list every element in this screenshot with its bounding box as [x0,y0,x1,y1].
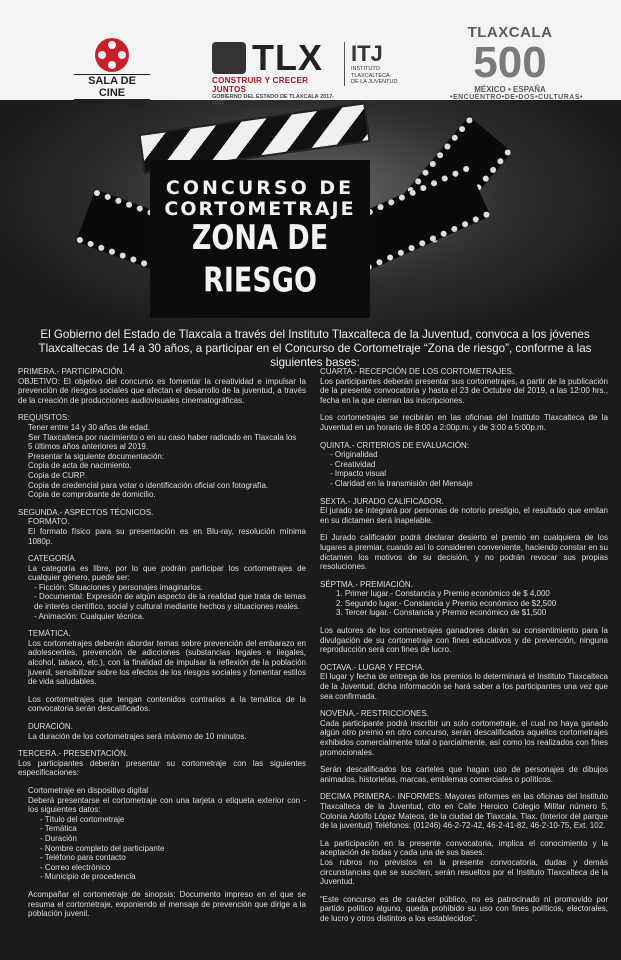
tematica-label: TEMÁTICA. [28,629,71,639]
title-line-1: CONCURSO DE [165,177,355,199]
itj-line1: INSTITUTO [351,66,380,72]
section-text: OBJETIVO: El objetivo del concurso es fomentar la creatividad e impulsar la prevención de riesgos sociales que afectan el desarrollo de la juventud, a través de la creación de producciones audiovisuales cinematográficas. [18,376,306,405]
tlx-government: GOBIERNO DEL ESTADO DE TLAXCALA 2017-2021 [212,94,335,106]
itj-line3: DE LA JUVENTUD [351,79,398,85]
section-cuarta [320,367,608,433]
section-title: NOVENA.- RESTRICCIONES. [320,709,429,719]
list-item: - Correo electrónico [40,862,111,872]
tematica-text-2: Los cortometrajes que tengan contenidos contrarios a la temática de la convocatoria serán descalificados. [28,694,306,714]
section-title: PRIMERA.- PARTICIPACIÓN. [18,367,125,376]
intro-paragraph: El Gobierno del Estado de Tlaxcala a través del Instituto Tlaxcalteca de la Juventud, convoca a los jóvenes Tlaxcaltecas de 14 a 30 años, a participar en el Concurso de Cortometraje “Zona de riesgo”, conforme a las siguientes bases: [38,328,592,369]
title-line-3: ZONA DE RIESGO [191,218,329,300]
section-text-2: Serán descalificados los carteles que hagan uso de personajes de dibujos animados, historietas, marcas, emblemas comerciales o políticos. [320,765,608,784]
list-item: 5 últimos años anteriores al 2019. [28,442,149,452]
list-item: - Municipio de procedencia [40,872,136,882]
list-item: Copia de acta de nacimiento. [28,461,132,471]
section-text: Mayores informes en las oficinas del Instituto Tlaxcalteca de la Juventud, cito en Calle Heroico Colegio Militar número 5, Colonia Adolfo López Mateos, de la ciudad de Tlaxcala, Tlax. (Interior del parque de la juventud) Teléfonos: (01246) 46-2-72-42, 46-2-41-82, 46-2-10-75, Ext. 102. [320,792,608,831]
categoria-ficcion: - Ficción: Situaciones y personajes imaginarios. [34,582,203,592]
list-item: - Duración [40,833,77,843]
list-item: - Nombre completo del participante [40,843,165,853]
list-item: Ser Tlaxcalteca por nacimiento o en su caso haber radicado en Tlaxcala los [28,432,297,442]
decima-paragraph [320,792,608,830]
list-item: - Originalidad [330,450,378,460]
tlx-mark: TLX [252,37,323,78]
tlaxcala-500-top: TLAXCALA [467,24,553,41]
section-title: REQUISITOS: [18,413,70,423]
tematica-text: Los cortometrajes deberán abordar temas sobre prevención del embarazo en adolescentes, prevención de adicciones (substancias legales e ilegales, alcohol, tabaco, etc.), con la finalidad de impulsar la reflexión de la población juvenil, sensibilizar sobre los efectos de los riesgos sociales y fomentar estilos de vida saludables. [28,638,306,687]
section-title: TERCERA.- PRESENTACIÓN. [18,749,129,759]
section-title: OCTAVA.- LUGAR Y FECHA. [320,662,425,672]
section-title: DECIMA PRIMERA.- INFORMES: [320,792,443,802]
section-text: Los participantes deberán presentar su cortometraje con las siguientes especificaciones: [18,758,306,778]
section-text: El jurado se integrará por personas de notorio prestigio, el resultado que emitan en su dictamen será inapelable. [320,506,608,525]
sub-label: Cortometraje en dispositivo digital [28,785,149,795]
duracion-label: DURACIÓN. [28,722,73,731]
tlaxcala-500-encuentro: •ENCUENTRO•DE•DOS•CULTURAS• [450,94,583,101]
section-segunda [18,508,306,741]
categoria-text: La categoría es libre, por lo que podrán participar los cortometrajes de cualquier género, puede ser: [28,563,306,583]
section-text: El lugar y fecha de entrega de los premios lo determinará el Instituto Tlaxcalteca de la Juventud, dicha información se hará saber a los participantes una vez que sea confirmada. [320,672,608,701]
section-text: Los autores de los cortometrajes ganadores darán su consentimiento para la divulgación de su cortometraje con fines educativos y de prevención, ninguna reproducción será con fines de lucro. [320,626,608,655]
section-title: SEXTA.- JURADO CALIFICADOR. [320,496,444,506]
sub-text: Deberá presentarse el cortometraje con una tarjeta o etiqueta exterior con - los siguientes datos: [28,795,306,815]
list-item: - Título del cortometraje [40,814,125,824]
formato-label: FORMATO. [28,517,70,527]
itj-logo [344,42,397,86]
section-tercera [18,749,306,919]
section-decima [320,792,608,923]
section-text-3: Los rubros no previstos en la presente convocatoria, dudas y demás circunstancias que se susciten, serán resueltos por el Instituto Tlaxcalteca de la Juventud. [320,857,608,887]
poster-title [150,177,370,300]
tlaxcala-500-logo [450,24,583,101]
list-item: - Temática [40,824,77,834]
film-reel-icon [95,38,129,72]
section-text-2: La participación en la presente convocatoria, implica el conocimiento y la aceptación de todas y cada una de sus bases. [320,838,608,858]
section-text-2: Los cortometrajes se recibirán en las oficinas del Instituto Tlaxcalteca de la Juventud en un horario de 8:00 a 2:00p.m. y de 3:00 a 5:00p.m. [320,413,608,432]
tlx-logo [212,37,342,106]
sala-de-cine-name: SALA DE CINE [74,74,150,100]
tlx-slogan: CONSTRUIR Y CRECER JUNTOS [212,76,309,94]
section-novena [320,709,608,784]
duracion-text: La duración de los cortometrajes será máximo de 10 minutos. [28,731,247,741]
sala-de-cine-sub: Miguel N. Lira [78,100,146,110]
prize-item: 1. Primer lugar.- Constancia y Premio económico de $ 4,000 [336,589,550,599]
prize-item: 3. Tercer lugar.- Constancia y Premio económico de $1,500 [336,608,547,618]
section-title: QUINTA.- CRITERIOS DE EVALUACIÓN: [320,440,470,450]
left-column [18,367,306,927]
list-item: - Claridad en la transmisión del Mensaje [330,478,473,488]
itj-mark: ITJ [351,41,383,66]
sala-de-cine-logo [74,38,150,110]
list-item: - Creatividad [330,459,376,469]
section-sexta [320,497,608,572]
tlaxcala-500-number: 500 [473,38,547,87]
section-primera [18,367,306,405]
tlaxcala-500-mexico: MÉXICO • ESPAÑA [474,85,546,94]
section-octava [320,663,608,701]
section-requisitos [18,413,306,499]
section-text-2: El Jurado calificador podrá declarar desierto el premio en cualquiera de los lugares a premiar, cuando así lo consideren conveniente, haciendo constar en su dictamen los motivos de su decisión, y no podrán revocar sus propias resoluciones. [320,533,608,572]
prize-item: 2. Segundo lugar.- Constancia y Premio económico de $2,500 [336,598,557,608]
closing-text: Acompañar el cortometraje de sinopsis: Documento impreso en el que se resuma el cortometraje, exponiendo el mensaje de prevención que dirige a la población juvenil. [28,889,306,919]
categoria-documental: - Documental: Expresión de algún aspecto de la realidad que trata de temas de interés científico, social y cultural mediante hechos y situaciones reales. [34,592,306,612]
disclaimer-text: “Este concurso es de carácter público, no es patrocinado ni promovido por partido político alguno, queda prohibido su uso con fines políticos, electorales, de lucro y otros distintos a los establecidos”. [320,894,608,923]
list-item: Tener entre 14 y 30 años de edad. [28,422,150,432]
title-line-2: CORTOMETRAJE [164,198,356,220]
list-item: - Impacto visual [330,469,387,479]
itj-line2: TLAXCALTECA [351,72,390,79]
list-item: - Teléfono para contacto [40,853,126,863]
categoria-label: CATEGORÍA. [28,554,77,564]
section-septima [320,580,608,655]
state-shield-icon [212,42,246,74]
list-item: Copia de credencial para votar o identificación oficial con fotografía. [28,480,269,490]
categoria-animacion: - Animación: Cualquier técnica. [34,611,145,621]
right-column [320,367,608,932]
section-text: Los participantes deberán presentar sus cortometrajes, a partir de la publicación de la presente convocatoria y hasta el 23 de Octubre del 2019, a las 12:00 hrs., fecha en la que cierran las inscripciones. [320,376,608,405]
formato-text: El formato físico para su presentación es en Blu-ray, resolución mínima 1080p. [28,526,306,546]
list-item: Copia de comprobante de domicilio. [28,490,156,500]
section-title: SÉPTMA.- PREMIACIÓN. [320,579,413,589]
section-text: Cada participante podrá inscribir un solo cortometraje, el cual no haya ganado algún otro premio en otro concurso, serán descalificados aquellos cortometrajes exhibidos comercialmente total o parcialmente, así como los realizados con fines promocionales. [320,718,608,757]
section-quinta [320,441,608,489]
list-item: Copia de CURP. [28,470,87,480]
section-title: CUARTA.- RECEPCIÓN DE LOS CORTOMETRAJES. [320,367,515,376]
list-item: Presentar la siguiente documentación: [28,451,165,461]
section-title: SEGUNDA.- ASPECTOS TÉCNICOS. [18,507,154,517]
